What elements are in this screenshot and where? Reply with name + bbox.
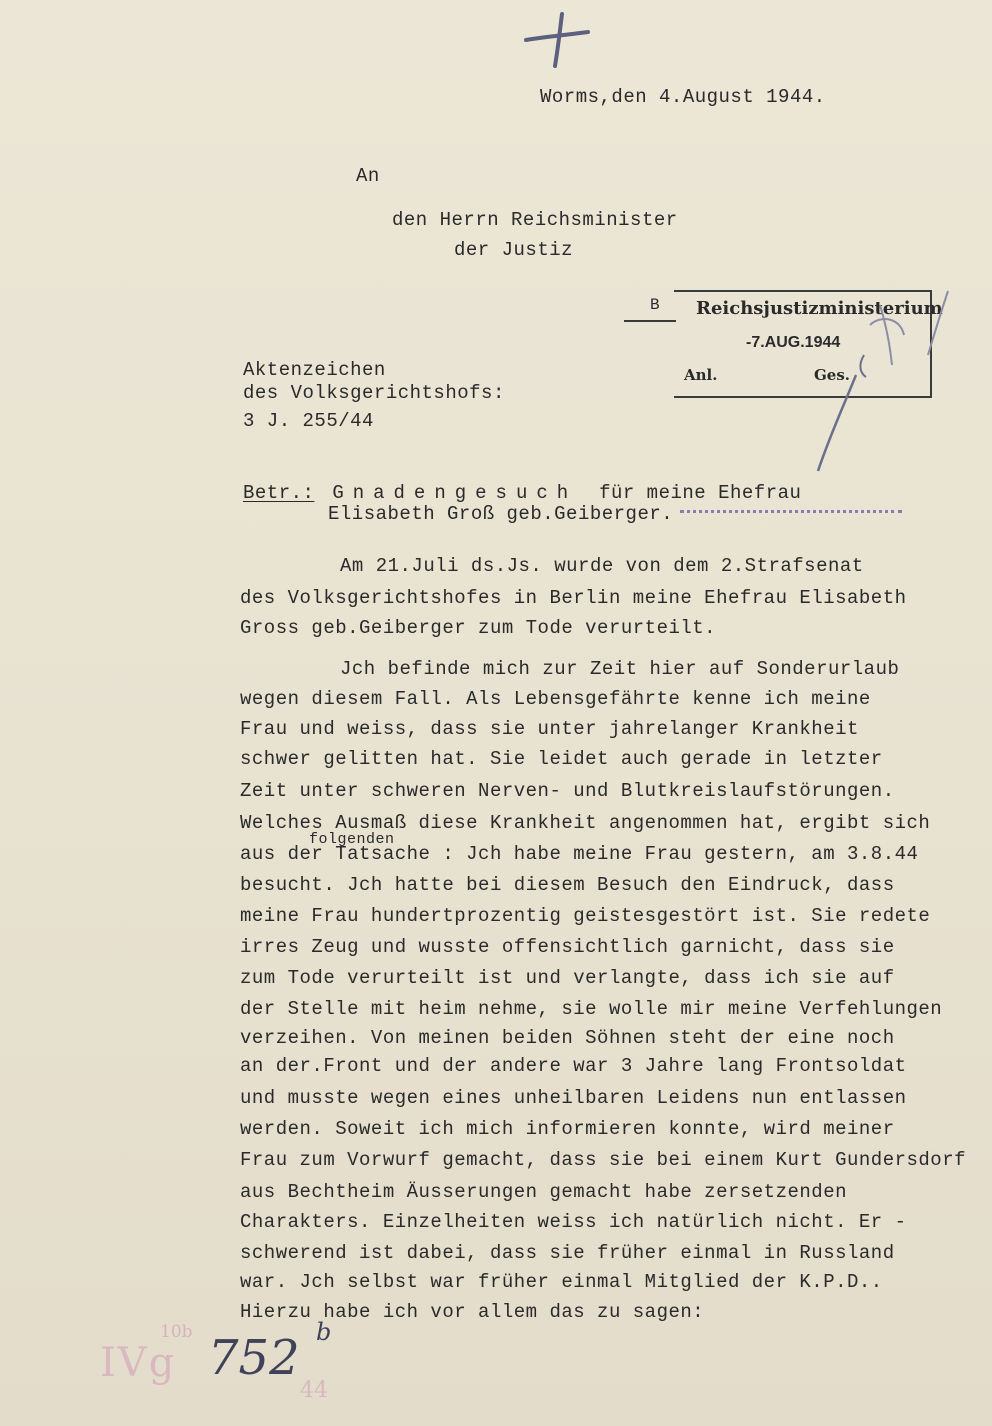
stamp-rule bbox=[624, 320, 676, 322]
reference-number: 3 J. 255/44 bbox=[243, 410, 374, 432]
p2-line7: aus der Tatsache : Jch habe meine Frau gestern, am 3.8.44 bbox=[240, 843, 919, 865]
handwritten-folio bbox=[208, 1318, 332, 1386]
subject-word: Gnadengesuch bbox=[332, 482, 578, 504]
p2-line2: wegen diesem Fall. Als Lebensgefährte kenne ich meine bbox=[240, 688, 871, 710]
handwritten-folio-number: 752 bbox=[208, 1330, 300, 1386]
p2-line18: aus Bechtheim Äusserungen gemacht habe zersetzenden bbox=[240, 1181, 847, 1203]
pencil-cross-mark bbox=[522, 10, 592, 70]
address-to: An bbox=[356, 165, 380, 187]
reference-label1: Aktenzeichen bbox=[243, 359, 386, 381]
p2-line10: irres Zeug und wusste offensichtlich garnicht, dass sie bbox=[240, 936, 895, 958]
address-line2: der Justiz bbox=[454, 239, 574, 261]
archive-stamp-year: 44 bbox=[300, 1378, 328, 1403]
insertion-word: folgenden bbox=[309, 831, 395, 848]
reference-label2: des Volksgerichtshofs: bbox=[243, 382, 505, 404]
subject-rest: für meine Ehefrau bbox=[599, 482, 802, 504]
p2-line12: der Stelle mit heim nehme, sie wolle mir meine Verfehlungen bbox=[240, 998, 943, 1020]
p2-line22: Hierzu habe ich vor allem das zu sagen: bbox=[240, 1301, 705, 1323]
subject-line2: Elisabeth Groß geb.Geiberger. bbox=[328, 503, 674, 525]
archive-stamp-sup: 10b bbox=[160, 1322, 193, 1342]
subject-label: Betr.: bbox=[243, 482, 315, 504]
p2-line20: schwerend ist dabei, dass sie früher einmal in Russland bbox=[240, 1242, 895, 1264]
p2-line13: verzeihen. Von meinen beiden Söhnen steht der eine noch bbox=[240, 1027, 895, 1049]
p2-line11: zum Tode verurteilt ist und verlangte, dass ich sie auf bbox=[240, 967, 895, 989]
p2-line21: war. Jch selbst war früher einmal Mitglied der K.P.D.. bbox=[240, 1271, 883, 1293]
subject-line bbox=[243, 484, 801, 503]
p2-line16: werden. Soweit ich mich informieren konnte, wird meiner bbox=[240, 1118, 895, 1140]
p2-line17: Frau zum Vorwurf gemacht, dass sie bei einem Kurt Gundersdorf bbox=[240, 1149, 967, 1171]
p1-line2: des Volksgerichtshofes in Berlin meine Ehefrau Elisabeth bbox=[240, 587, 907, 609]
address-line1: den Herrn Reichsminister bbox=[392, 209, 678, 231]
archive-stamp: IVg bbox=[100, 1340, 177, 1386]
handwritten-folio-sup: b bbox=[316, 1318, 332, 1346]
p2-line15: und musste wegen eines unheilbaren Leidens nun entlassen bbox=[240, 1087, 907, 1109]
pencil-marks bbox=[800, 285, 970, 485]
p2-line5: Zeit unter schweren Nerven- und Blutkreislaufstörungen. bbox=[240, 780, 895, 802]
stamp-date: -7.AUG.1944 bbox=[746, 334, 841, 351]
p2-line6: Welches Ausmaß diese Krankheit angenommen hat, ergibt sich bbox=[240, 812, 931, 834]
p1-line1: Am 21.Juli ds.Js. wurde von dem 2.Strafsenat bbox=[340, 555, 864, 577]
p2-line14: an der.Front und der andere war 3 Jahre lang Frontsoldat bbox=[240, 1055, 907, 1077]
p2-line1: Jch befinde mich zur Zeit hier auf Sonderurlaub bbox=[340, 658, 900, 680]
p1-line3: Gross geb.Geiberger zum Tode verurteilt. bbox=[240, 617, 717, 639]
stamp-prefix: B bbox=[650, 296, 660, 314]
p2-line3: Frau und weiss, dass sie unter jahrelanger Krankheit bbox=[240, 718, 859, 740]
p2-line19: Charakters. Einzelheiten weiss ich natürlich nicht. Er - bbox=[240, 1211, 907, 1233]
p2-line4: schwer gelitten hat. Sie leidet auch gerade in letzter bbox=[240, 748, 883, 770]
purple-pencil-line bbox=[680, 510, 902, 513]
p2-line8: besucht. Jch hatte bei diesem Besuch den Eindruck, dass bbox=[240, 874, 895, 896]
stamp-field-ges: Ges. bbox=[814, 366, 851, 384]
stamp-field-anl: Anl. bbox=[684, 366, 718, 384]
place-date: Worms,den 4.August 1944. bbox=[540, 86, 826, 108]
stamp-office: Reichsjustizministerium bbox=[696, 298, 943, 319]
p2-line9: meine Frau hundertprozentig geistesgestört ist. Sie redete bbox=[240, 905, 931, 927]
